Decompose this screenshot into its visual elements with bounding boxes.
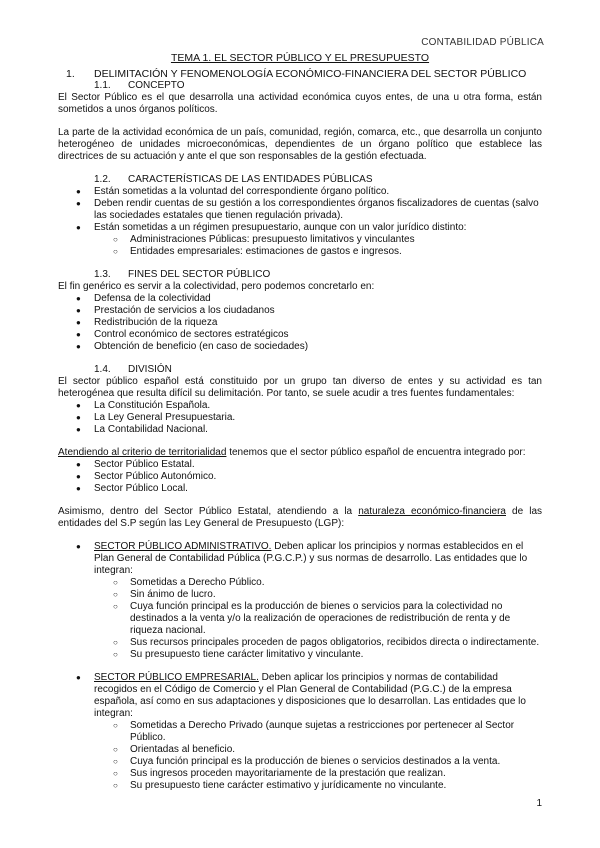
sub-list-item: ○ Cuya función principal es la producción de bienes o servicios para la colectividad no destinados a la venta y/o la realización de operaciones de redistribución de renta y de riqueza nacional. bbox=[58, 601, 542, 637]
section-title: DIVISIÓN bbox=[128, 364, 172, 375]
document-title: TEMA 1. EL SECTOR PÚBLICO Y EL PRESUPUESTO bbox=[170, 52, 430, 64]
underlined-text: naturaleza económico-financiera bbox=[358, 506, 506, 517]
section-title: CONCEPTO bbox=[128, 80, 185, 91]
document-body bbox=[58, 52, 542, 792]
underlined-text: SECTOR PÚBLICO EMPRESARIAL. bbox=[94, 672, 259, 683]
list-item: ● Prestación de servicios a los ciudadanos bbox=[58, 305, 542, 317]
sub-list-item: ○ Su presupuesto tiene carácter limitativo y vinculante. bbox=[58, 649, 542, 661]
list-item: ● Redistribución de la riqueza bbox=[58, 317, 542, 329]
section-number: 1.4. bbox=[94, 364, 111, 375]
list-item: ● Sector Público Autonómico. bbox=[58, 471, 542, 483]
sub-list-item: ○ Entidades empresariales: estimaciones de gastos e ingresos. bbox=[58, 246, 542, 258]
section-1-3-heading bbox=[58, 269, 542, 281]
bullet-list bbox=[58, 672, 542, 792]
sub-list-item: ○ Sus ingresos proceden mayoritariamente de la prestación que realizan. bbox=[58, 768, 542, 780]
list-item: ● Deben rendir cuentas de su gestión a los correspondientes órganos fiscalizadores de cuentas (salvo las sociedades estatales que tienen regulación privada). bbox=[58, 198, 542, 222]
sub-list-item: ○ Su presupuesto tiene carácter estimativo y jurídicamente no vinculante. bbox=[58, 780, 542, 792]
list-item: ● Sector Público Local. bbox=[58, 483, 542, 495]
section-1-1-heading bbox=[58, 80, 542, 92]
paragraph: El Sector Público es el que desarrolla una actividad económica cuyos entes, de una u otra forma, están sometidos a unos órganos políticos. bbox=[58, 92, 542, 115]
paragraph: El fin genérico es servir a la colectividad, pero podemos concretarlo en: bbox=[58, 281, 375, 292]
section-number: 1. bbox=[66, 68, 75, 80]
section-title: CARACTERÍSTICAS DE LAS ENTIDADES PÚBLICAS bbox=[128, 174, 373, 185]
list-item: ● Sector Público Estatal. bbox=[58, 459, 542, 471]
section-title: FINES DEL SECTOR PÚBLICO bbox=[128, 269, 271, 280]
list-item: ● Están sometidas a un régimen presupuestario, aunque con un valor jurídico distinto: bbox=[58, 222, 542, 234]
sub-list-item: ○ Sometidas a Derecho Privado (aunque sujetas a restricciones por pertenecer al Sector Público. bbox=[58, 720, 542, 744]
section-number: 1.1. bbox=[94, 80, 111, 91]
list-item: ● Obtención de beneficio (en caso de sociedades) bbox=[58, 341, 542, 353]
section-number: 1.3. bbox=[94, 269, 111, 280]
sub-list-item: ○ Sometidas a Derecho Público. bbox=[58, 577, 542, 589]
section-number: 1.2. bbox=[94, 174, 111, 185]
section-title: DELIMITACIÓN Y FENOMENOLOGÍA ECONÓMICO-FINANCIERA DEL SECTOR PÚBLICO bbox=[94, 68, 527, 80]
page-number: 1 bbox=[536, 798, 542, 809]
section-1-4-heading bbox=[58, 364, 542, 376]
bullet-list bbox=[58, 459, 542, 495]
sub-list-item: ○ Sus recursos principales proceden de pagos obligatorios, recibidos directa o indirectamente. bbox=[58, 637, 542, 649]
list-item: ● Están sometidas a la voluntad del correspondiente órgano político. bbox=[58, 186, 542, 198]
list-item: ● La Constitución Española. bbox=[58, 400, 542, 412]
bullet-list bbox=[58, 186, 542, 258]
running-header: CONTABILIDAD PÚBLICA bbox=[421, 37, 544, 48]
list-item: ● La Contabilidad Nacional. bbox=[58, 424, 542, 436]
list-item: ● Control económico de sectores estratégicos bbox=[58, 329, 542, 341]
paragraph: Asimismo, dentro del Sector Público Estatal, atendiendo a la naturaleza económico-financiera de las entidades del S.P según las Ley General de Presupuesto (LGP): bbox=[58, 506, 543, 529]
underlined-text: Atendiendo al criterio de territorialidad bbox=[58, 447, 227, 458]
sub-list-item: ○ Orientadas al beneficio. bbox=[58, 744, 542, 756]
list-item-admin: ● SECTOR PÚBLICO ADMINISTRATIVO. Deben aplicar los principios y normas establecidos en el Plan General de Contabilidad Pública (P.G.C.P.) y sus normas de desarrollo. Las entidades que lo integran: bbox=[58, 541, 542, 577]
sub-list-item: ○ Cuya función principal es la producción de bienes o servicios destinados a la venta. bbox=[58, 756, 542, 768]
bullet-list bbox=[58, 293, 542, 353]
paragraph: El sector público español está constituido por un grupo tan diverso de entes y su actividad es tan heterogénea que resulta difícil su delimitación. Por tanto, se suele acudir a tres fuentes fundamentales: bbox=[58, 376, 542, 399]
list-item: ● La Ley General Presupuestaria. bbox=[58, 412, 542, 424]
section-1-heading bbox=[58, 68, 542, 80]
underlined-text: SECTOR PÚBLICO ADMINISTRATIVO. bbox=[94, 541, 272, 552]
list-item: ● Defensa de la colectividad bbox=[58, 293, 542, 305]
paragraph: La parte de la actividad económica de un país, comunidad, región, comarca, etc., que desarrolla un conjunto heterogéneo de unidades microeconómicas, dependientes de un órgano político que establece las directrices de su actuación y ante el que son responsables de la gestión efectuada. bbox=[58, 127, 542, 162]
sub-list-item: ○ Administraciones Públicas: presupuesto limitativos y vinculantes bbox=[58, 234, 542, 246]
bullet-list bbox=[58, 400, 542, 436]
sub-list-item: ○ Sin ánimo de lucro. bbox=[58, 589, 542, 601]
list-item-empresarial: ● SECTOR PÚBLICO EMPRESARIAL. Deben aplicar los principios y normas de contabilidad recogidos en el Código de Comercio y el Plan General de Contabilidad (P.G.C.) de la empresa española, así como en sus adaptaciones y disposiciones que lo desarrollan. Las entidades que lo integran: bbox=[58, 672, 542, 720]
paragraph: Atendiendo al criterio de territorialidad tenemos que el sector público español de encuentra integrado por: bbox=[58, 447, 526, 458]
bullet-list bbox=[58, 541, 542, 661]
section-1-2-heading bbox=[58, 174, 542, 186]
